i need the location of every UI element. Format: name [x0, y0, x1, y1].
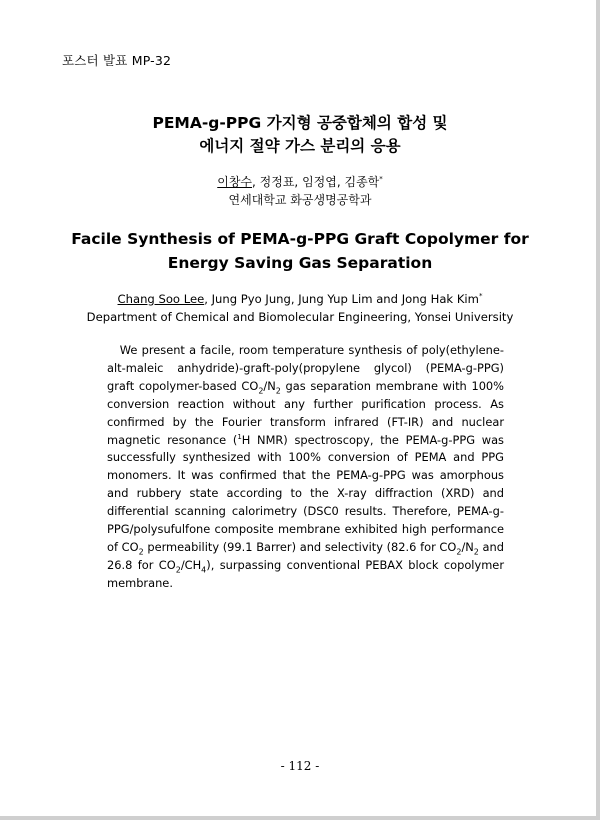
english-corresponding-mark: *: [478, 292, 483, 301]
english-authors-block: [0, 290, 600, 326]
korean-corresponding-mark: *: [379, 175, 383, 183]
english-title-line-1: Facile Synthesis of PEMA-g-PPG Graft Copolymer for: [71, 230, 529, 248]
english-affiliation: Department of Chemical and Biomolecular Engineering, Yonsei University: [86, 310, 514, 324]
korean-coauthors: , 정정표, 임정엽, 김종학: [252, 175, 380, 189]
english-title-line-2: Energy Saving Gas Separation: [167, 254, 433, 272]
english-title: [0, 227, 600, 275]
korean-affiliation: 연세대학교 화공생명공학과: [228, 193, 372, 207]
korean-title: [0, 112, 600, 158]
abstract: [107, 342, 504, 593]
korean-author-list: [0, 173, 600, 191]
page-number: - 112 -: [280, 759, 320, 773]
korean-presenter-name: 이창수: [217, 175, 253, 189]
english-presenter-name: Chang Soo Lee: [117, 292, 205, 306]
session-code: 포스터 발표 MP-32: [62, 53, 172, 68]
english-author-list: [0, 290, 600, 308]
korean-title-line-2: 에너지 절약 가스 분리의 응용: [199, 137, 401, 155]
abstract-paragraph: We present a facile, room temperature synthesis of poly(ethylene-alt-maleic anhydride)-graft-poly(propylene glycol) (PEMA-g-PPG) graft copolymer-based $CO_2/N_2$ gas separation membrane with 100% conversion reaction without any further purification process. As confirmed by the Fourier transform infrared (FT-IR) and nuclear magnetic resonance ($^1$H NMR) spectroscopy, the PEMA-g-PPG was successfully synthesized with 100% conversion of PEMA and PPG monomers. It was confirmed that the PEMA-g-PPG was amorphous and rubbery state according to the X-ray diffraction (XRD) and differential scanning calorimetry (DSC0 results. Therefore, PEMA-g-PPG/polysufulfone composite membrane exhibited high performance of $CO_2$ permeability (99.1 Barrer) and selectivity (82.6 for $CO_2/N_2$ and 26.8 for $CO_2/CH_4$), surpassing conventional PEBAX block copolymer membrane.: [107, 343, 505, 590]
korean-title-line-1: PEMA-g-PPG 가지형 공중합체의 합성 및: [152, 114, 448, 132]
korean-authors-block: [0, 173, 600, 209]
english-coauthors: , Jung Pyo Jung, Jung Yup Lim and Jong Hak Kim: [204, 292, 479, 306]
